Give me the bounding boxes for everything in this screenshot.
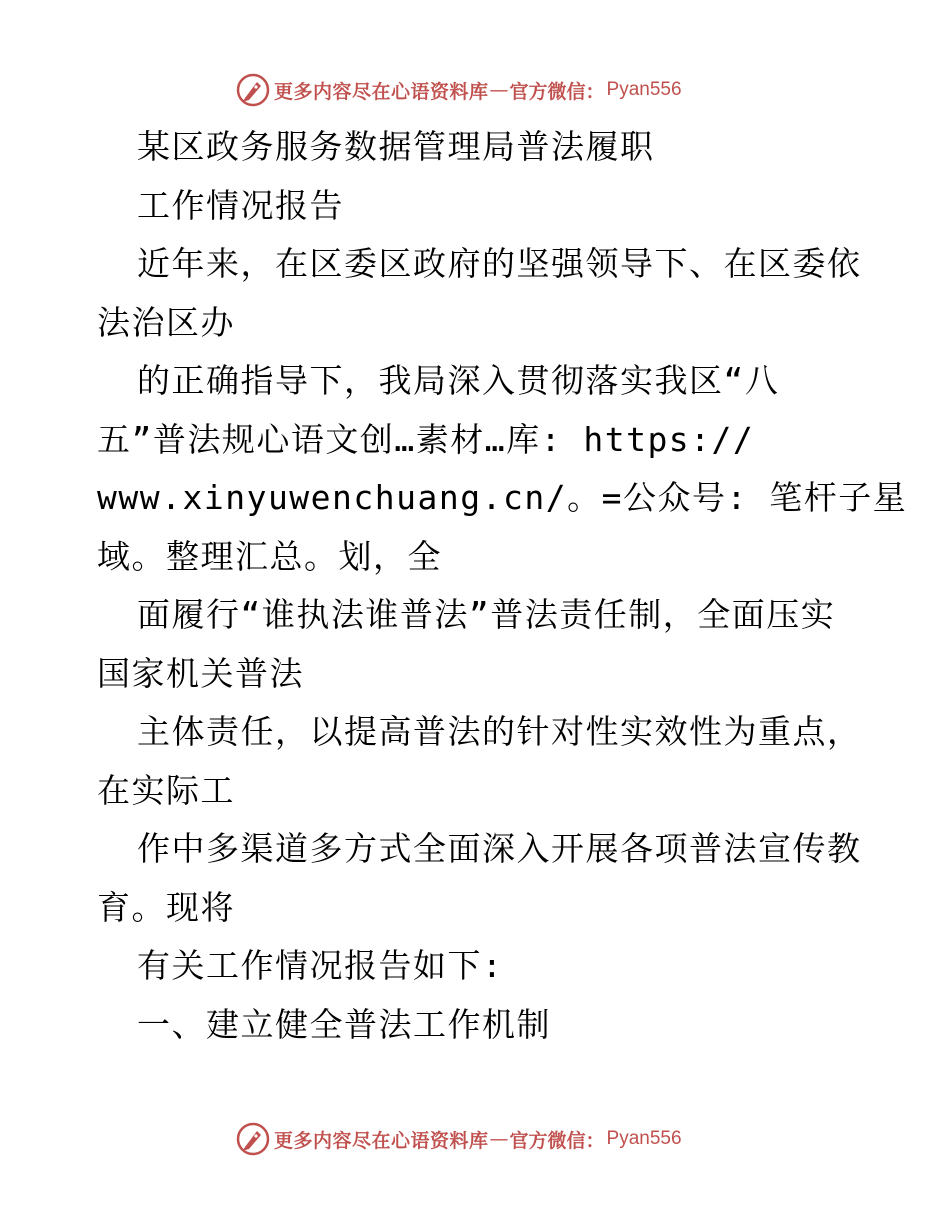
header-watermark-banner	[236, 72, 716, 108]
text-line: 某区政务服务数据管理局普法履职	[137, 127, 655, 166]
text-line: 作中多渠道多方式全面深入开展各项普法宣传教	[137, 829, 862, 868]
text-line: 近年来，在区委区政府的坚强领导下、在区委依	[137, 244, 862, 283]
text-line: 有关工作情况报告如下:	[137, 946, 504, 985]
text-line: 一、建立健全普法工作机制	[137, 1004, 551, 1044]
text-line: 五”普法规心语文创…素材…库: https://	[97, 419, 755, 459]
text-line: 域。整理汇总。划，全	[97, 536, 442, 576]
text-line: 工作情况报告	[137, 185, 344, 225]
text-line: 面履行“谁执法谁普法”普法责任制，全面压实	[137, 595, 836, 634]
text-line: 在实际工	[97, 770, 235, 810]
banner-wechat-id: Pyan556	[606, 1128, 682, 1149]
text-line: 的正确指导下，我局深入贯彻落实我区“八	[137, 361, 780, 400]
pen-nib-logo-icon	[236, 1122, 270, 1156]
banner-dash: —	[489, 1128, 509, 1150]
text-line: www.xinyuwenchuang.cn/。=公众号: 笔杆子星	[97, 478, 908, 517]
document-body	[97, 118, 908, 1054]
pen-nib-logo-icon	[236, 73, 270, 107]
text-line: 国家机关普法	[97, 653, 304, 693]
banner-wechat-id: Pyan556	[606, 79, 682, 100]
footer-watermark-banner	[236, 1121, 716, 1157]
banner-sub-text: 官方微信：	[509, 1129, 605, 1152]
banner-main-text: 更多内容尽在心语资料库	[274, 1129, 489, 1152]
banner-dash: —	[489, 79, 509, 101]
text-line: 育。现将	[97, 887, 235, 927]
banner-sub-text: 官方微信：	[509, 80, 605, 103]
text-line: 主体责任，以提高普法的针对性实效性为重点，	[137, 712, 862, 751]
text-line: 法治区办	[97, 302, 235, 342]
banner-main-text: 更多内容尽在心语资料库	[274, 80, 489, 103]
